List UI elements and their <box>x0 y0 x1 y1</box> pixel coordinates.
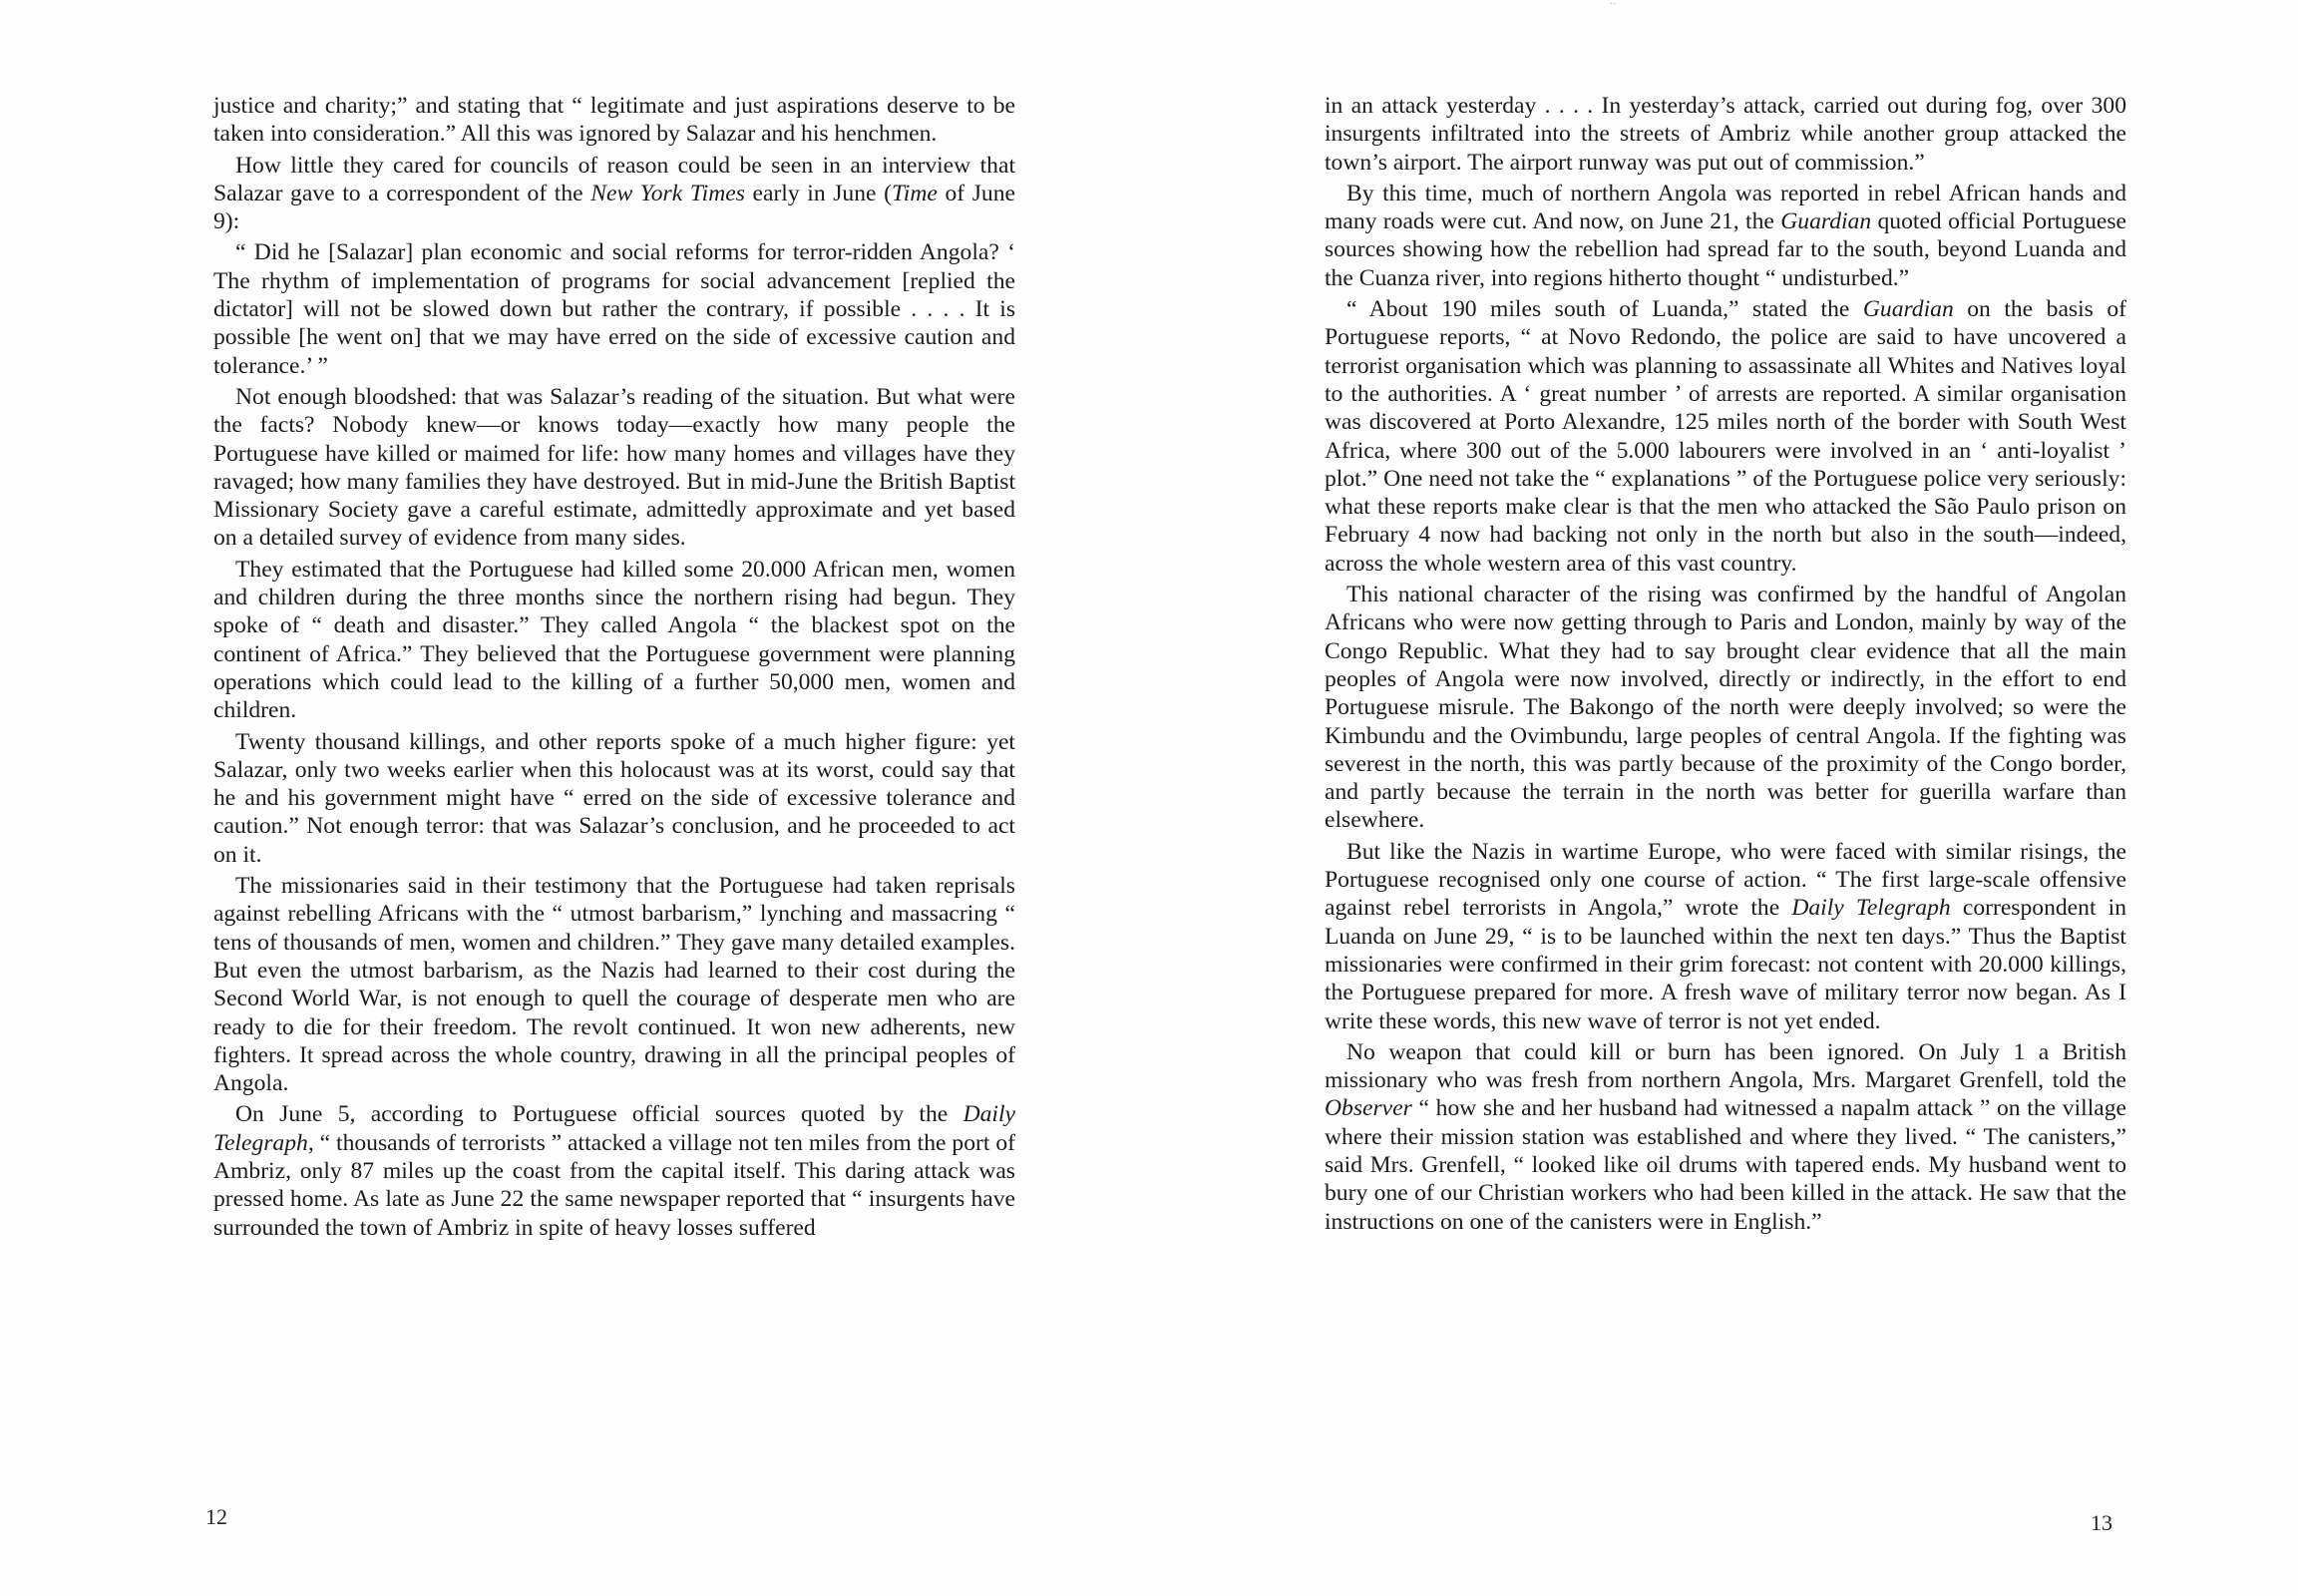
text-run: “ how she and her husband had witnessed a napalm attack ” on the village where their mission station was established and where they lived. “ The canisters,” said Mrs. Grenfell, “ looked like oil drums with tapered ends. My husband went to bury one of our Christian workers who had been killed in the attack. He saw that the instructions on one of the canisters were in English.” <box>1325 1095 2126 1235</box>
paragraph <box>213 1100 1015 1241</box>
paragraph <box>213 92 1015 149</box>
paragraph <box>213 238 1015 379</box>
page-number-right: 13 <box>2091 1510 2112 1535</box>
text-run: quoted official Portuguese sources showing how the rebellion had spread far to the south, beyond Luanda and the Cuanza river, into regions hitherto thought “ undisturbed.” <box>1325 208 2126 291</box>
text-run: How little they cared for councils of reason could be seen in an interview that Salazar gave to a correspondent of the <box>213 152 1015 206</box>
text-run: Not enough bloodshed: that was Salazar’s reading of the situation. But what were the facts? Nobody knew—or knows today—exactly how many people the Portuguese have killed or maimed for life: how many homes and villages have they ravaged; how many families they have destroyed. But in mid-June the British Baptist Missionary Society gave a careful estimate, admittedly approximate and yet based on a detailed survey of evidence from many sides. <box>213 383 1015 552</box>
paragraph <box>1325 1038 2126 1236</box>
paragraph <box>213 872 1015 1097</box>
text-run: The missionaries said in their testimony that the Portuguese had taken reprisals against rebelling Africans with the “ utmost barbarism,” lynching and massacring “ tens of thousands of men, women and children.” They gave many detailed examples. But even the utmost barbarism, as the Nazis had learned to their cost during the Second World War, is not enough to quell the courage of desperate men who are ready to die for their freedom. The revolt continued. It won new adherents, new fighters. It spread across the whole country, drawing in all the principal peoples of Angola. <box>213 873 1015 1097</box>
text-run: This national character of the rising was confirmed by the handful of Angolan Africans who were now getting through to Paris and London, mainly by way of the Congo Republic. What they had to say brought clear evidence that all the main peoples of Angola were now involved, directly or indirectly, in the effort to end Portuguese misrule. The Bakongo of the north were deeply involved; so were the Kimbundu and the Ovimbundu, large peoples of central Angola. If the fighting was severest in the north, this was partly because of the proximity of the Congo border, and partly because the terrain in the north was better for guerilla warfare than elsewhere. <box>1325 582 2126 834</box>
right-page <box>1325 92 2126 1236</box>
text-run: justice and charity;” and stating that “ legitimate and just aspirations deserve to be taken into consideration.” All this was ignored by Salazar and his henchmen. <box>213 93 1015 148</box>
italic-title: New York Times <box>590 180 745 206</box>
italic-title: Observer <box>1325 1095 1412 1122</box>
text-run: in an attack yesterday . . . . In yesterday’s attack, carried out during fog, over 300 insurgents infiltrated into the streets of Ambriz while another group attacked the town’s airport. The airport runway was put out of commission.” <box>1325 93 2126 176</box>
text-run: They estimated that the Portuguese had killed some 20.000 African men, women and children during the three months since the northern rising had begun. They spoke of “ death and disaster.” They called Angola “ the blackest spot on the continent of Africa.” They believed that the Portuguese government were planning operations which could lead to the killing of a further 50,000 men, women and children. <box>213 556 1015 724</box>
text-run: But like the Nazis in wartime Europe, who were faced with similar risings, the Portuguese recognised only one course of action. “ The first large-scale offensive against rebel terrorists in Angola,” wrote the <box>1325 838 2126 922</box>
text-run: “ About 190 miles south of Luanda,” stated the <box>1346 296 1863 323</box>
italic-title: Time <box>891 180 938 206</box>
paragraph <box>213 152 1015 236</box>
paragraph <box>1325 295 2126 578</box>
paragraph <box>1325 581 2126 835</box>
page-number-left: 12 <box>205 1504 227 1529</box>
scan-speck: ˙˙ <box>1610 2 1617 13</box>
paragraph <box>1325 92 2126 177</box>
paragraph <box>213 728 1015 869</box>
paragraph <box>213 556 1015 725</box>
text-run: “ Did he [Salazar] plan economic and social reforms for terror-ridden Angola? ‘ The rhythm of implementation of programs for social advancement [replied the dictator] will not be slowed down but rather the contrary, if possible . . . . It is possible [he went on] that we may have erred on the side of excessive caution and tolerance.’ ” <box>213 239 1015 379</box>
italic-title: Daily Telegraph, <box>213 1101 1015 1156</box>
paragraph <box>1325 180 2126 292</box>
left-page <box>213 92 1015 1242</box>
text-run: On June 5, according to Portuguese official sources quoted by the <box>235 1101 963 1128</box>
paragraph <box>213 383 1015 553</box>
italic-title: Guardian <box>1862 296 1954 323</box>
text-run: of June 9): <box>213 180 1015 235</box>
italic-title: Daily Telegraph <box>1791 895 1951 922</box>
italic-title: Guardian <box>1780 208 1872 235</box>
text-run: “ thousands of terrorists ” attacked a village not ten miles from the port of Ambriz, only 87 miles up the coast from the capital itself. This daring attack was pressed home. As late as June 22 the same newspaper reported that “ insurgents have surrounded the town of Ambriz in spite of heavy losses suffered <box>213 1129 1015 1241</box>
text-run: early in June ( <box>744 180 892 206</box>
text-run: on the basis of Portuguese reports, “ at Novo Redondo, the police are said to have uncovered a terrorist organisation which was planning to assassinate all Whites and Natives loyal to the authorities. A ‘ great number ’ of arrests are reported. A similar organisation was discovered at Porto Alexandre, 125 miles north of the border with South West Africa, where 300 out of the 5.000 labourers were involved in an ‘ anti-loyalist ’ plot.” One need not take the “ explanations ” of the Portuguese police very seriously: what these reports make clear is that the men who attacked the São Paulo prison on February 4 now had backing not only in the north but also in the south—indeed, across the whole western area of this vast country. <box>1325 296 2126 577</box>
text-run: No weapon that could kill or burn has been ignored. On July 1 a British missionary who was fresh from northern Angola, Mrs. Margaret Grenfell, told the <box>1325 1038 2126 1094</box>
text-run: Twenty thousand killings, and other reports spoke of a much higher figure: yet Salazar, only two weeks earlier when this holocaust was at its worst, could say that he and his government might have “ erred on the side of excessive tolerance and caution.” Not enough terror: that was Salazar’s conclusion, and he proceeded to act on it. <box>213 728 1015 868</box>
text-run: correspondent in Luanda on June 29, “ is to be launched within the next ten days.” Thus the Baptist missionaries were confirmed in their grim forecast: not content with 20.000 killings, the Portuguese prepared for more. A fresh wave of military terror now began. As I write these words, this new wave of terror is not yet ended. <box>1325 895 2126 1034</box>
paragraph <box>1325 838 2126 1035</box>
text-run: By this time, much of northern Angola was reported in rebel African hands and many roads were cut. And now, on June 21, the <box>1325 180 2126 235</box>
